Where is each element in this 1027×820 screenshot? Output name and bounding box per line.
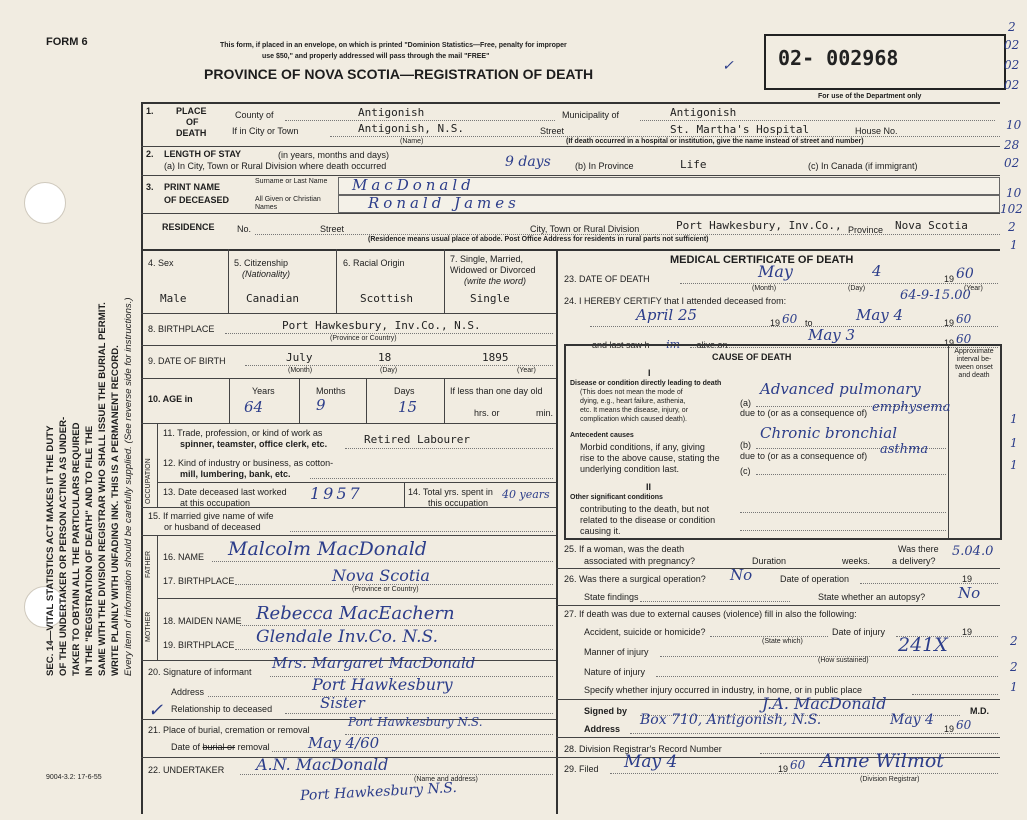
delivery-label-2: a delivery? <box>892 556 936 566</box>
city-label: If in City or Town <box>232 126 299 136</box>
stay-c-label: (c) In Canada (if immigrant) <box>808 161 918 171</box>
marital-value: Single <box>470 292 510 305</box>
disease-label-4: etc. It means the disease, injury, or <box>580 407 689 414</box>
rule-age-3 <box>366 378 367 423</box>
marital-label-1: 7. Single, Married, <box>450 254 524 264</box>
form-code: 9004-3.2: 17-6-55 <box>46 774 102 781</box>
rule-after-stay <box>141 175 1000 176</box>
dob-month-cap: (Month) <box>288 367 313 374</box>
woman-label-1: 25. If a woman, was the death <box>564 544 685 554</box>
interval-header: Approximate interval be-tween onset and death <box>954 348 994 379</box>
other-line-2 <box>740 530 946 531</box>
cause-a-marker: (a) <box>740 398 751 408</box>
death-date-line <box>680 283 998 284</box>
burial-date-line <box>272 751 553 752</box>
cause-b-marker: (b) <box>740 440 751 450</box>
trade-line <box>345 448 553 449</box>
rule-after-name <box>141 213 1000 214</box>
birthplace-line <box>225 333 553 334</box>
rule-top <box>141 102 1000 104</box>
margin-code-13: 1 <box>1010 436 1018 450</box>
residence-note: (Residence means usual place of abode. Post Office Address for residents in rural parts not sufficient) <box>368 236 709 243</box>
industry-label-2: mill, lumbering, bank, etc. <box>180 469 291 479</box>
undertaker-label: 22. UNDERTAKER <box>148 765 225 775</box>
dob-day-cap: (Day) <box>380 367 398 374</box>
last-worked-label-1: 13. Date deceased last worked <box>163 487 287 497</box>
cause-b-value: Chronic bronchial <box>760 424 898 442</box>
hrs-label: hrs. or <box>474 408 500 418</box>
side-line-3: TAKER TO OBTAIN ALL THE PARTICULARS REQUIRED <box>71 422 82 676</box>
burial-place-value: Port Hawkesbury N.S. <box>348 715 483 729</box>
registration-number: 02- 002968 <box>778 46 899 70</box>
registrar-signature: Anne Wilmot <box>820 750 944 772</box>
informant-mark: ✓ <box>148 700 164 721</box>
burial-date-label <box>171 742 270 752</box>
street-label: Street <box>540 126 565 136</box>
stay-num: 2. <box>146 149 154 159</box>
trade-value: Retired Labourer <box>364 433 470 446</box>
attend-to-prefix: 19 <box>944 318 955 328</box>
stay-label: LENGTH OF STAY <box>164 149 242 159</box>
total-value: 40 years <box>502 488 550 501</box>
rule-col-6 <box>444 249 445 313</box>
manner-label: Manner of injury <box>584 647 649 657</box>
margin-code-16: 2 <box>1010 660 1018 674</box>
check-mark: ✓ <box>722 58 734 74</box>
form-number: FORM 6 <box>46 36 88 48</box>
age-days-value: 15 <box>398 398 418 416</box>
total-label-2: this occupation <box>428 498 489 508</box>
med-address-label: Address <box>584 724 621 734</box>
surgical-label: 26. Was there a surgical operation? <box>564 574 706 584</box>
attend-from-year: 60 <box>782 312 798 326</box>
margin-code-1: 2 <box>1008 20 1016 34</box>
other-label-3: related to the disease or condition <box>580 515 716 525</box>
informant-address-value: Port Hawkesbury <box>312 675 453 694</box>
wife-line <box>290 531 553 532</box>
attend-from: April 25 <box>636 306 698 324</box>
undertaker-value: A.N. MacDonald <box>256 755 389 774</box>
side-line-7: Every item of information should be carefully supplied. (See reverse side for instructions.) <box>123 297 134 676</box>
undertaker-note: (Name and address) <box>414 776 478 783</box>
rule-occ-side <box>157 423 158 507</box>
margin-code-12: 1 <box>1010 412 1018 426</box>
attend-to: May 4 <box>856 306 904 324</box>
last-saw-pronoun: im <box>666 338 681 351</box>
citizenship-note: (Nationality) <box>242 269 291 279</box>
death-month-cap: (Month) <box>752 285 777 292</box>
county-line <box>285 120 555 121</box>
informant-sig-label: 20. Signature of informant <box>148 667 252 677</box>
stay-a-value: 9 days <box>505 154 551 170</box>
disease-label-1: Disease or condition directly leading to death <box>570 380 722 387</box>
residence-street-label: Street <box>320 224 345 234</box>
how-sustained: (How sustained) <box>818 657 869 664</box>
mother-side-label: MOTHER <box>145 611 152 642</box>
rule-after-25 <box>556 568 1000 569</box>
father-birth-value: Nova Scotia <box>332 566 430 585</box>
death-date-label: 23. DATE OF DEATH <box>564 274 650 284</box>
margin-code-9: 102 <box>1000 202 1023 216</box>
rule-after-age <box>141 423 556 424</box>
name-caption: (Name) <box>400 138 424 145</box>
age-days-label: Days <box>394 386 415 396</box>
delivery-code: 5.04.0 <box>952 544 994 559</box>
burial-date-label-pre: Date of <box>171 742 201 752</box>
death-day-cap: (Day) <box>848 285 866 292</box>
rule-after-birthplace <box>141 345 556 346</box>
trade-label-2: spinner, teamster, office clerk, etc. <box>180 439 328 449</box>
autopsy-label: State whether an autopsy? <box>818 592 926 602</box>
rule-after-personal <box>141 313 556 314</box>
marital-label-2: Widowed or Divorced <box>450 265 536 275</box>
dob-year-cap: (Year) <box>517 367 536 374</box>
signed-value: J.A. MacDonald <box>762 694 887 713</box>
punch-hole-top <box>24 182 66 224</box>
place-label-1: PLACE <box>176 106 207 116</box>
informant-address-label: Address <box>171 687 205 697</box>
side-line-4: IN THE "REGISTRATION OF DEATH" AND TO FILE THE <box>84 425 95 676</box>
industry-label-1: 12. Kind of industry or business, as cotton- <box>163 458 334 468</box>
occupation-side-label: OCCUPATION <box>145 458 152 504</box>
municipality-value: Antigonish <box>670 106 737 119</box>
undertaker-addr-value: Port Hawkesbury N.S. <box>299 779 458 805</box>
father-side-label: FATHER <box>145 550 152 578</box>
place-note: (If death occurred in a hospital or institution, give the name instead of street and number) <box>566 138 864 145</box>
name-label-2: OF DECEASED <box>164 195 230 205</box>
last-saw-suffix: alive on <box>696 340 728 350</box>
death-month: May <box>758 262 793 281</box>
margin-code-2: 02 <box>1004 38 1020 52</box>
rule-after-spouse <box>141 535 556 536</box>
medical-header: MEDICAL CERTIFICATE OF DEATH <box>670 254 854 266</box>
father-name-label: 16. NAME <box>163 552 205 562</box>
attend-line <box>590 326 998 327</box>
county-label: County of <box>235 110 274 120</box>
residence-line <box>255 234 1000 235</box>
burial-date-label-post: removal <box>237 742 270 752</box>
death-year: 60 <box>956 266 974 282</box>
side-line-5: SAME WITH THE DIVISION REGISTRAR WHO SHALL ISSUE THE BURIAL PERMIT. <box>97 302 108 676</box>
filed-year: 60 <box>790 758 806 772</box>
residence-city-value: Port Hawkesbury, Inv.Co., <box>676 219 842 232</box>
name-num: 3. <box>146 182 154 192</box>
woman-label-2: associated with pregnancy? <box>584 556 696 566</box>
margin-code-15: 2 <box>1010 634 1018 648</box>
surname-value: MacDonald <box>352 176 475 194</box>
delivery-label-1: Was there <box>898 544 939 554</box>
side-line-2: OF THE UNDERTAKER OR PERSON ACTING AS UNDER- <box>58 416 69 676</box>
rule-after-occupation <box>141 507 556 508</box>
municipality-label: Municipality of <box>562 110 620 120</box>
mother-birth-line <box>235 649 553 650</box>
findings-line <box>640 601 790 602</box>
cause-b-due-label: due to (or as a consequence of) <box>740 451 868 461</box>
age-months-label: Months <box>316 386 346 396</box>
residence-label: RESIDENCE <box>162 222 215 232</box>
rule-after-father <box>157 598 556 599</box>
margin-code-14: 1 <box>1010 458 1018 472</box>
med-address-prefix: 19 <box>944 724 955 734</box>
margin-code-10: 2 <box>1008 220 1016 234</box>
frame-left-rule <box>141 102 143 814</box>
nature-line <box>656 676 998 677</box>
trade-label-1: 11. Trade, profession, or kind of work as <box>163 428 323 438</box>
mother-birth-value: Glendale Inv.Co. N.S. <box>256 627 438 647</box>
given-label-1: All Given or Christian Names <box>255 196 321 211</box>
stay-note: (in years, months and days) <box>278 150 390 160</box>
findings-label: State findings <box>584 592 639 602</box>
margin-code-5: 10 <box>1006 118 1022 132</box>
surname-label: Surname or Last Name <box>255 178 328 185</box>
last-saw-value: May 3 <box>808 326 856 344</box>
filed-value: May 4 <box>624 752 678 772</box>
date-op-label: Date of operation <box>780 574 850 584</box>
disease-label-3: dying, e.g., heart failure, asthenia, <box>580 398 686 405</box>
birthplace-value: Port Hawkesbury, Inv.Co., N.S. <box>282 319 481 332</box>
autopsy-value: No <box>958 584 981 602</box>
margin-code-17: 1 <box>1010 680 1018 694</box>
mother-name-line <box>240 625 553 626</box>
municipality-line <box>640 120 995 121</box>
mother-name-label: 18. MAIDEN NAME <box>163 616 242 626</box>
last-worked-label-2: at this occupation <box>180 498 251 508</box>
place-label-2: OF <box>186 117 199 127</box>
med-address-year: 60 <box>956 718 972 732</box>
age-months-value: 9 <box>316 396 326 414</box>
dept-use-label: For use of the Department only <box>818 93 922 100</box>
burial-date-value: May 4/60 <box>308 734 380 752</box>
cause-a-value: Advanced pulmonary <box>760 380 921 398</box>
rule-interval <box>948 344 949 538</box>
burial-place-label: 21. Place of burial, cremation or removal <box>148 725 310 735</box>
residence-province-label: Province <box>848 225 884 235</box>
filed-label: 29. Filed <box>564 764 599 774</box>
cause-a-due-value: emphysema <box>872 400 951 415</box>
rule-after-industry <box>157 482 556 483</box>
margin-code-11: 1 <box>1010 238 1018 252</box>
margin-code-7: 02 <box>1004 156 1020 170</box>
residence-city-label: City, Town or Rural Division <box>530 224 640 234</box>
disease-label-2: (This does not mean the mode of <box>580 389 683 396</box>
other-label-4: causing it. <box>580 526 621 536</box>
citizenship-value: Canadian <box>246 292 299 305</box>
dob-label: 9. DATE OF BIRTH <box>148 356 226 366</box>
antecedent-label-4: underlying condition last. <box>580 464 680 474</box>
marital-label-3: (write the word) <box>464 276 527 286</box>
county-value: Antigonish <box>358 106 425 119</box>
wife-label-1: 15. If married give name of wife <box>148 511 274 521</box>
cause-header: CAUSE OF DEATH <box>712 352 792 362</box>
med-address-date: May 4 <box>890 712 934 728</box>
birthplace-label: 8. BIRTHPLACE <box>148 324 215 334</box>
med-address-value: Box 710, Antigonish, N.S. <box>640 712 822 728</box>
md-label: M.D. <box>970 706 989 716</box>
last-saw-prefix: and last saw h <box>592 340 650 350</box>
informant-address-line <box>208 696 553 697</box>
relationship-value: Sister <box>320 694 365 712</box>
dob-line <box>245 365 553 366</box>
filed-line <box>610 773 998 774</box>
rule-age-2 <box>299 378 300 423</box>
residence-province-value: Nova Scotia <box>895 219 968 232</box>
antecedent-label-3: rise to the above cause, stating the <box>580 453 720 463</box>
rule-after-residence <box>141 249 1000 251</box>
certify-code: 64-9-15.00 <box>900 288 971 303</box>
stay-a-label: (a) In City, Town or Rural Division where death occurred <box>164 161 387 171</box>
signed-label: Signed by <box>584 706 628 716</box>
dob-year: 1895 <box>482 351 509 364</box>
margin-code-8: 10 <box>1006 186 1022 200</box>
side-instructions <box>44 297 135 676</box>
rule-col-4 <box>228 249 229 313</box>
mother-birth-label: 19. BIRTHPLACE <box>163 640 235 650</box>
death-day: 4 <box>872 262 882 280</box>
sex-label: 4. Sex <box>148 258 174 268</box>
last-saw-year: 60 <box>956 332 972 346</box>
rule-after-dob <box>141 378 556 379</box>
antecedent-label-2: Morbid conditions, if any, giving <box>580 442 705 452</box>
weeks-label: weeks. <box>842 556 871 566</box>
rule-col-5 <box>336 249 337 313</box>
cause-b-due-value: asthma <box>880 442 929 457</box>
margin-code-3: 02 <box>1004 58 1020 72</box>
father-birth-line <box>235 584 553 585</box>
racial-label: 6. Racial Origin <box>343 258 405 268</box>
rule-mid-column <box>556 249 558 814</box>
city-value: Antigonish, N.S. <box>358 122 464 135</box>
nature-label: Nature of injury <box>584 667 646 677</box>
external-label: 27. If death was due to external causes (violence) fill in also the following: <box>564 609 857 619</box>
cause-c-marker: (c) <box>740 466 751 476</box>
father-birth-label: 17. BIRTHPLACE <box>163 576 235 586</box>
name-label-1: PRINT NAME <box>164 182 220 192</box>
injury-date-label: Date of injury <box>832 627 886 637</box>
disease-label-5: complication which caused death). <box>580 416 688 423</box>
injury-date-prefix: 19 <box>962 627 973 637</box>
industry-line <box>310 478 553 479</box>
accident-line <box>710 636 828 637</box>
med-address-line <box>630 733 998 734</box>
min-label: min. <box>536 408 554 418</box>
given-value: Ronald James <box>368 194 520 212</box>
page-title: PROVINCE OF NOVA SCOTIA—REGISTRATION OF DEATH <box>204 66 594 82</box>
citizenship-label: 5. Citizenship <box>234 258 289 268</box>
death-year-cap: (Year) <box>964 285 983 292</box>
roman-one: I <box>648 368 651 378</box>
margin-code-6: 28 <box>1004 138 1020 152</box>
margin-code-4: 02 <box>1004 78 1020 92</box>
mother-name-value: Rebecca MacEachern <box>256 603 455 624</box>
dob-month: July <box>286 351 313 364</box>
burial-date-label-strike: burial or <box>202 742 236 752</box>
surgical-value: No <box>730 566 753 584</box>
side-line-1: SEC. 14—VITAL STATISTICS ACT MAKES IT THE DUTY <box>45 425 56 676</box>
roman-two: II <box>646 482 652 492</box>
rule-after-signed <box>556 737 1000 738</box>
manner-code: 241X <box>898 634 948 656</box>
last-worked-value: 1957 <box>310 484 363 503</box>
cause-c-line <box>756 474 946 475</box>
antecedent-label-1: Antecedent causes <box>570 432 634 439</box>
filed-prefix: 19 <box>778 764 789 774</box>
cause-a-due-label: due to (or as a consequence of) <box>740 408 868 418</box>
city-line <box>330 136 1000 137</box>
notice-line-2: use $50," and properly addressed will pass through the mail "FREE" <box>262 53 490 60</box>
father-birth-note: (Province or Country) <box>352 586 419 593</box>
undertaker-line <box>240 774 553 775</box>
father-name-line <box>212 561 553 562</box>
age-years-value: 64 <box>244 398 264 416</box>
where-line <box>912 694 998 695</box>
age-label: 10. AGE in <box>148 394 193 404</box>
rule-age-4 <box>444 378 445 423</box>
rule-after-26 <box>556 605 1000 606</box>
stay-b-value: Life <box>680 158 707 171</box>
date-op-prefix: 19 <box>962 574 973 584</box>
relationship-label: Relationship to deceased <box>171 704 273 714</box>
last-saw-prefix-year: 19 <box>944 338 955 348</box>
father-name-value: Malcolm MacDonald <box>228 538 427 560</box>
other-line-1 <box>740 512 946 513</box>
attend-to-year: 60 <box>956 312 972 326</box>
rule-age-1 <box>229 378 230 423</box>
dob-day: 18 <box>378 351 392 364</box>
side-line-6: WRITE PLAINLY WITH UNFADING INK. THIS IS A PERMANENT RECORD. <box>110 345 121 676</box>
age-years-label: Years <box>252 386 275 396</box>
other-label-2: contributing to the death, but not <box>580 504 710 514</box>
rule-occ-14 <box>404 482 405 507</box>
place-num: 1. <box>146 106 154 116</box>
death-year-prefix: 19 <box>944 274 955 284</box>
sex-value: Male <box>160 292 187 305</box>
street-value: St. Martha's Hospital <box>670 123 810 136</box>
place-label-3: DEATH <box>176 128 207 138</box>
state-which: (State which) <box>762 638 803 645</box>
under-day-label: If less than one day old <box>450 386 543 396</box>
attend-to-label: to <box>805 318 813 328</box>
informant-sig-value: Mrs. Margaret MacDonald <box>272 654 476 672</box>
certify-label: 24. I HEREBY CERTIFY that I attended deceased from: <box>564 296 787 306</box>
duration-label: Duration <box>752 556 787 566</box>
attend-from-prefix: 19 <box>770 318 781 328</box>
registrar-caption: (Division Registrar) <box>860 776 920 783</box>
other-label-1: Other significant conditions <box>570 494 663 501</box>
relationship-line <box>285 713 553 714</box>
registrar-no-label: 28. Division Registrar's Record Number <box>564 744 722 754</box>
birthplace-note: (Province or Country) <box>330 335 397 342</box>
racial-value: Scottish <box>360 292 413 305</box>
notice-line-1: This form, if placed in an envelope, on which is printed "Dominion Statistics—Free, penalty for improper <box>220 42 567 49</box>
where-text: Specify whether injury occurred in industry, in home, or in public place <box>584 685 862 695</box>
rule-after-place <box>141 146 1000 147</box>
stay-b-label: (b) In Province <box>575 161 634 171</box>
total-label-1: 14. Total yrs. spent in <box>408 487 493 497</box>
residence-no-label: No. <box>237 224 252 234</box>
house-label: House No. <box>855 126 898 136</box>
accident-label: Accident, suicide or homicide? <box>584 627 706 637</box>
wife-label-2: or husband of deceased <box>164 522 261 532</box>
